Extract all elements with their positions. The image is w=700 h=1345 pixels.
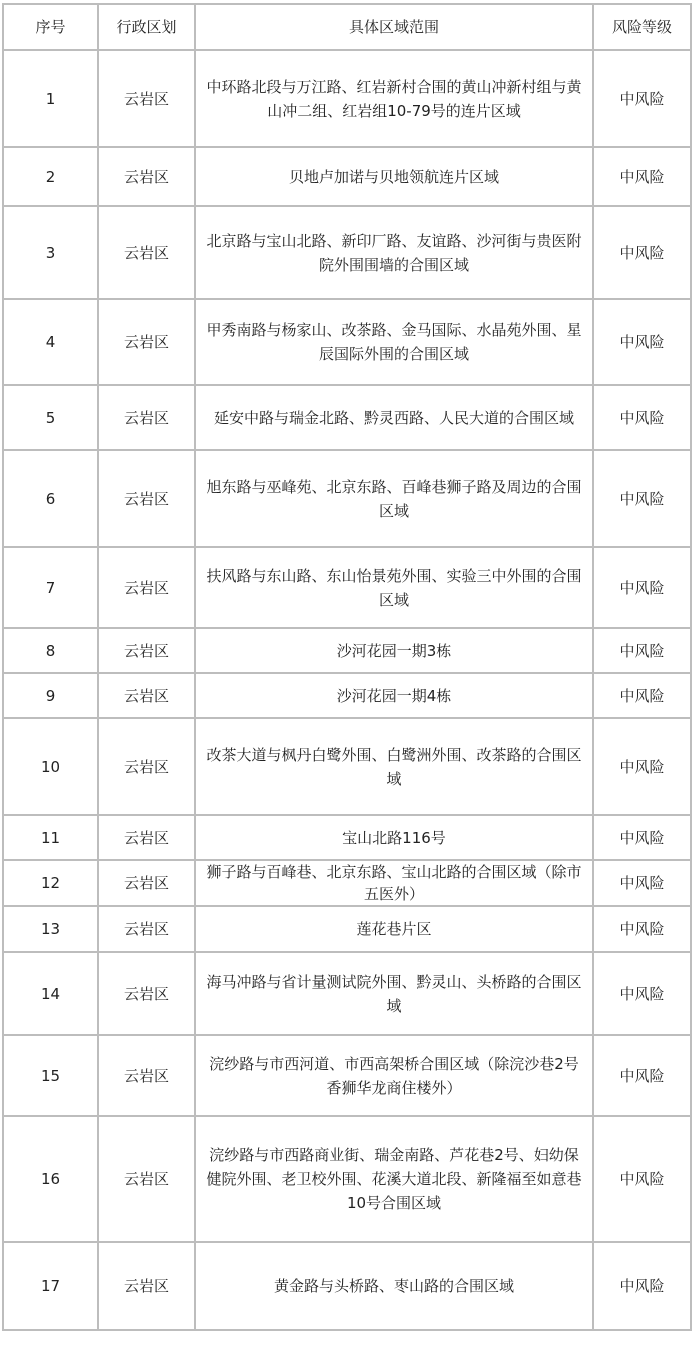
row-index: 4 <box>3 299 98 385</box>
row-risk-level: 中风险 <box>593 906 691 952</box>
table-row <box>3 385 691 450</box>
row-index: 6 <box>3 450 98 547</box>
table-row <box>3 206 691 299</box>
row-index: 1 <box>3 50 98 147</box>
row-index: 11 <box>3 815 98 860</box>
table-row <box>3 673 691 718</box>
row-district: 云岩区 <box>98 718 195 815</box>
row-risk-level: 中风险 <box>593 628 691 673</box>
row-area: 莲花巷片区 <box>195 906 593 952</box>
header-district: 行政区划 <box>98 4 195 50</box>
row-area: 浣纱路与市西河道、市西高架桥合围区域（除浣沙巷2号香狮华龙商住楼外） <box>195 1035 593 1116</box>
row-area: 狮子路与百峰巷、北京东路、宝山北路的合围区域（除市五医外） <box>195 860 593 906</box>
row-area: 海马冲路与省计量测试院外围、黔灵山、头桥路的合围区域 <box>195 952 593 1035</box>
row-index: 3 <box>3 206 98 299</box>
row-index: 14 <box>3 952 98 1035</box>
row-district: 云岩区 <box>98 385 195 450</box>
table-row <box>3 860 691 906</box>
row-district: 云岩区 <box>98 1116 195 1242</box>
header-risk-level: 风险等级 <box>593 4 691 50</box>
row-district: 云岩区 <box>98 50 195 147</box>
row-risk-level: 中风险 <box>593 952 691 1035</box>
row-district: 云岩区 <box>98 147 195 206</box>
row-risk-level: 中风险 <box>593 718 691 815</box>
table-row <box>3 147 691 206</box>
header-index: 序号 <box>3 4 98 50</box>
row-index: 13 <box>3 906 98 952</box>
row-area: 贝地卢加诺与贝地领航连片区域 <box>195 147 593 206</box>
row-index: 17 <box>3 1242 98 1330</box>
table-row <box>3 547 691 628</box>
row-district: 云岩区 <box>98 815 195 860</box>
row-area: 北京路与宝山北路、新印厂路、友谊路、沙河街与贵医附院外围围墙的合围区域 <box>195 206 593 299</box>
row-risk-level: 中风险 <box>593 206 691 299</box>
table-row <box>3 952 691 1035</box>
row-risk-level: 中风险 <box>593 50 691 147</box>
row-index: 7 <box>3 547 98 628</box>
row-district: 云岩区 <box>98 906 195 952</box>
row-index: 9 <box>3 673 98 718</box>
row-index: 5 <box>3 385 98 450</box>
row-index: 16 <box>3 1116 98 1242</box>
row-index: 12 <box>3 860 98 906</box>
row-district: 云岩区 <box>98 628 195 673</box>
row-area: 旭东路与巫峰苑、北京东路、百峰巷狮子路及周边的合围区域 <box>195 450 593 547</box>
row-risk-level: 中风险 <box>593 815 691 860</box>
row-area: 甲秀南路与杨家山、改茶路、金马国际、水晶苑外围、星辰国际外围的合围区域 <box>195 299 593 385</box>
row-index: 8 <box>3 628 98 673</box>
table-row <box>3 299 691 385</box>
table-row <box>3 1116 691 1242</box>
row-risk-level: 中风险 <box>593 1035 691 1116</box>
table-row <box>3 1035 691 1116</box>
row-index: 15 <box>3 1035 98 1116</box>
row-district: 云岩区 <box>98 547 195 628</box>
row-area: 浣纱路与市西路商业街、瑞金南路、芦花巷2号、妇幼保健院外围、老卫校外围、花溪大道北段、新隆福至如意巷10号合围区域 <box>195 1116 593 1242</box>
row-area: 扶风路与东山路、东山怡景苑外围、实验三中外围的合围区域 <box>195 547 593 628</box>
row-district: 云岩区 <box>98 450 195 547</box>
row-district: 云岩区 <box>98 206 195 299</box>
row-index: 2 <box>3 147 98 206</box>
risk-area-table <box>2 3 692 1331</box>
row-risk-level: 中风险 <box>593 385 691 450</box>
table-row <box>3 718 691 815</box>
row-risk-level: 中风险 <box>593 450 691 547</box>
row-area: 中环路北段与万江路、红岩新村合围的黄山冲新村组与黄山冲二组、红岩组10-79号的连片区域 <box>195 50 593 147</box>
row-risk-level: 中风险 <box>593 1242 691 1330</box>
row-district: 云岩区 <box>98 299 195 385</box>
table-row <box>3 628 691 673</box>
row-risk-level: 中风险 <box>593 860 691 906</box>
table-row <box>3 450 691 547</box>
header-area: 具体区域范围 <box>195 4 593 50</box>
row-district: 云岩区 <box>98 673 195 718</box>
row-risk-level: 中风险 <box>593 147 691 206</box>
row-area: 沙河花园一期4栋 <box>195 673 593 718</box>
row-risk-level: 中风险 <box>593 547 691 628</box>
row-district: 云岩区 <box>98 1035 195 1116</box>
row-area: 延安中路与瑞金北路、黔灵西路、人民大道的合围区域 <box>195 385 593 450</box>
row-index: 10 <box>3 718 98 815</box>
table-row <box>3 906 691 952</box>
row-district: 云岩区 <box>98 952 195 1035</box>
row-area: 沙河花园一期3栋 <box>195 628 593 673</box>
table-row <box>3 50 691 147</box>
row-area: 宝山北路116号 <box>195 815 593 860</box>
row-district: 云岩区 <box>98 860 195 906</box>
table-header-row <box>3 4 691 50</box>
row-risk-level: 中风险 <box>593 299 691 385</box>
table-row <box>3 1242 691 1330</box>
row-area: 黄金路与头桥路、枣山路的合围区域 <box>195 1242 593 1330</box>
row-area: 改茶大道与枫丹白鹭外围、白鹭洲外围、改茶路的合围区域 <box>195 718 593 815</box>
row-risk-level: 中风险 <box>593 1116 691 1242</box>
row-risk-level: 中风险 <box>593 673 691 718</box>
table-row <box>3 815 691 860</box>
row-district: 云岩区 <box>98 1242 195 1330</box>
